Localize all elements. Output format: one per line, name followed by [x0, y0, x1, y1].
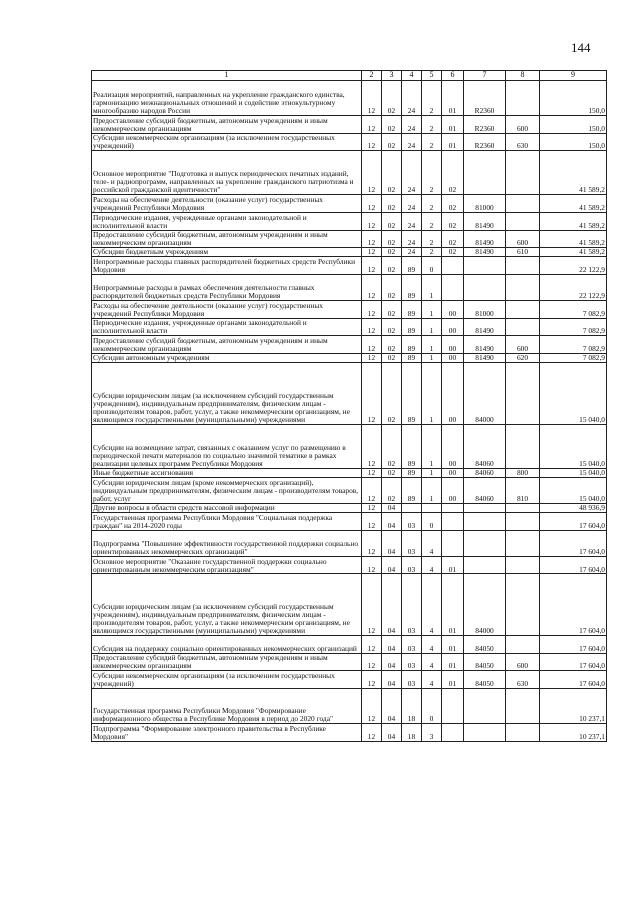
header-cell: 1: [92, 71, 362, 81]
expense-type-cell: [506, 724, 540, 742]
expense-type-cell: [506, 556, 540, 574]
direction-code-cell: 84050: [464, 636, 506, 654]
subprogram-code-cell: 2: [422, 230, 442, 248]
table-row: [92, 151, 607, 195]
expense-type-cell: 600: [506, 653, 540, 671]
subprogram-code-cell: 1: [422, 424, 442, 468]
subsection-code-cell: 02: [382, 116, 402, 134]
section-code-cell: 12: [362, 424, 382, 468]
activity-code-cell: 01: [442, 116, 464, 134]
table-row: [92, 274, 607, 300]
subprogram-code-cell: 2: [422, 116, 442, 134]
header-cell: 3: [382, 71, 402, 81]
amount-cell: 150,0: [540, 81, 607, 116]
table-row: [92, 688, 607, 723]
table-row: [92, 257, 607, 275]
activity-code-cell: [442, 503, 464, 512]
activity-code-cell: 00: [442, 468, 464, 477]
table-row: [92, 724, 607, 742]
direction-code-cell: 81490: [464, 212, 506, 230]
subprogram-code-cell: [422, 503, 442, 512]
amount-cell: 41 589,2: [540, 151, 607, 195]
subprogram-code-cell: 1: [422, 468, 442, 477]
section-code-cell: 12: [362, 362, 382, 424]
program-code-cell: 89: [402, 353, 422, 362]
section-code-cell: 12: [362, 671, 382, 689]
section-code-cell: 12: [362, 653, 382, 671]
activity-code-cell: 00: [442, 353, 464, 362]
expense-type-cell: [506, 512, 540, 530]
table-body: [92, 81, 607, 742]
activity-code-cell: 00: [442, 301, 464, 319]
activity-code-cell: 01: [442, 653, 464, 671]
direction-code-cell: 84050: [464, 653, 506, 671]
subprogram-code-cell: 0: [422, 257, 442, 275]
subsection-code-cell: 04: [382, 574, 402, 636]
subprogram-code-cell: 2: [422, 195, 442, 213]
expense-name-cell: Субсидии некоммерческим организациям (за исключением государственных учреждений): [92, 671, 362, 689]
amount-cell: 7 082,9: [540, 336, 607, 354]
direction-code-cell: [464, 274, 506, 300]
activity-code-cell: 01: [442, 81, 464, 116]
expense-name-cell: Предоставление субсидий бюджетным, автономным учреждениям и иным некоммерческим организациям: [92, 336, 362, 354]
subprogram-code-cell: 2: [422, 81, 442, 116]
expense-type-cell: [506, 257, 540, 275]
expense-type-cell: 600: [506, 336, 540, 354]
expense-type-cell: [506, 212, 540, 230]
subsection-code-cell: 02: [382, 81, 402, 116]
program-code-cell: 24: [402, 116, 422, 134]
direction-code-cell: 81490: [464, 336, 506, 354]
program-code-cell: 03: [402, 530, 422, 556]
program-code-cell: 89: [402, 318, 422, 336]
direction-code-cell: [464, 503, 506, 512]
expense-type-cell: [506, 151, 540, 195]
direction-code-cell: R2360: [464, 116, 506, 134]
expense-name-cell: Расходы на обеспечение деятельности (оказание услуг) государственных учреждений Республики Мордовия: [92, 195, 362, 213]
section-code-cell: 12: [362, 318, 382, 336]
activity-code-cell: 00: [442, 477, 464, 503]
table-row: [92, 671, 607, 689]
amount-cell: 17 604,0: [540, 556, 607, 574]
amount-cell: 41 589,2: [540, 212, 607, 230]
direction-code-cell: 81490: [464, 318, 506, 336]
amount-cell: 41 589,2: [540, 230, 607, 248]
program-code-cell: 03: [402, 574, 422, 636]
section-code-cell: 12: [362, 353, 382, 362]
expense-type-cell: [506, 195, 540, 213]
subsection-code-cell: 04: [382, 724, 402, 742]
program-code-cell: 03: [402, 653, 422, 671]
activity-code-cell: 00: [442, 336, 464, 354]
amount-cell: 15 040,0: [540, 477, 607, 503]
amount-cell: 22 122,9: [540, 257, 607, 275]
header-cell: 2: [362, 71, 382, 81]
section-code-cell: 12: [362, 530, 382, 556]
section-code-cell: 12: [362, 230, 382, 248]
program-code-cell: 24: [402, 195, 422, 213]
program-code-cell: 24: [402, 212, 422, 230]
subprogram-code-cell: 0: [422, 512, 442, 530]
expense-type-cell: 620: [506, 353, 540, 362]
page-number: 144: [571, 40, 591, 55]
direction-code-cell: 84060: [464, 477, 506, 503]
expense-name-cell: Расходы на обеспечение деятельности (оказание услуг) государственных учреждений Республики Мордовия: [92, 301, 362, 319]
expense-type-cell: [506, 424, 540, 468]
subsection-code-cell: 02: [382, 318, 402, 336]
direction-code-cell: 84000: [464, 574, 506, 636]
subsection-code-cell: 04: [382, 688, 402, 723]
subsection-code-cell: 02: [382, 230, 402, 248]
section-code-cell: 12: [362, 556, 382, 574]
activity-code-cell: 00: [442, 362, 464, 424]
section-code-cell: 12: [362, 81, 382, 116]
subsection-code-cell: 02: [382, 274, 402, 300]
section-code-cell: 12: [362, 512, 382, 530]
direction-code-cell: [464, 530, 506, 556]
amount-cell: 17 604,0: [540, 671, 607, 689]
subsection-code-cell: 02: [382, 477, 402, 503]
subprogram-code-cell: 4: [422, 574, 442, 636]
subprogram-code-cell: 2: [422, 133, 442, 151]
program-code-cell: 89: [402, 336, 422, 354]
subsection-code-cell: 04: [382, 636, 402, 654]
direction-code-cell: R2360: [464, 133, 506, 151]
expense-type-cell: 810: [506, 477, 540, 503]
amount-cell: 7 082,9: [540, 301, 607, 319]
program-code-cell: 03: [402, 556, 422, 574]
direction-code-cell: 81490: [464, 248, 506, 257]
activity-code-cell: 01: [442, 133, 464, 151]
activity-code-cell: 02: [442, 151, 464, 195]
amount-cell: 10 237,1: [540, 724, 607, 742]
program-code-cell: 89: [402, 257, 422, 275]
header-cell: 9: [540, 71, 607, 81]
expense-type-cell: 800: [506, 468, 540, 477]
direction-code-cell: 81490: [464, 353, 506, 362]
activity-code-cell: 01: [442, 574, 464, 636]
table-row: [92, 530, 607, 556]
expense-name-cell: Иные бюджетные ассигнования: [92, 468, 362, 477]
expense-type-cell: 630: [506, 671, 540, 689]
expense-name-cell: Непрограммные расходы главных распорядителей бюджетных средств Республики Мордовия: [92, 257, 362, 275]
program-code-cell: 89: [402, 477, 422, 503]
section-code-cell: 12: [362, 151, 382, 195]
activity-code-cell: 01: [442, 671, 464, 689]
table-row: [92, 468, 607, 477]
activity-code-cell: [442, 530, 464, 556]
program-code-cell: [402, 503, 422, 512]
activity-code-cell: [442, 688, 464, 723]
section-code-cell: 12: [362, 468, 382, 477]
section-code-cell: 12: [362, 257, 382, 275]
amount-cell: 7 082,9: [540, 318, 607, 336]
expense-name-cell: Субсидии юридическим лицам (за исключением субсидий государственным учреждениям), индивидуальным предпринимателям, физическим лицам - производителям товаров, работ, услуг, а также некоммерческим организациям, не являющимся государственными (муниципальными) учреждениями: [92, 362, 362, 424]
header-row: [92, 71, 607, 81]
expense-name-cell: Государственная программа Республики Мордовия "Социальная поддержка граждан" на 2014-2020 годы: [92, 512, 362, 530]
section-code-cell: 12: [362, 336, 382, 354]
subsection-code-cell: 02: [382, 424, 402, 468]
program-code-cell: 89: [402, 362, 422, 424]
expense-type-cell: [506, 318, 540, 336]
amount-cell: 15 040,0: [540, 362, 607, 424]
table-row: [92, 81, 607, 116]
direction-code-cell: 84060: [464, 468, 506, 477]
section-code-cell: 12: [362, 116, 382, 134]
expense-name-cell: Субсидии юридическим лицам (кроме некоммерческих организаций), индивидуальным предпринимателям, физическим лицам - производителям товаров, работ, услуг: [92, 477, 362, 503]
subsection-code-cell: 02: [382, 133, 402, 151]
direction-code-cell: R2360: [464, 81, 506, 116]
subsection-code-cell: 04: [382, 530, 402, 556]
section-code-cell: 12: [362, 212, 382, 230]
expense-name-cell: Предоставление субсидий бюджетным, автономным учреждениям и иным некоммерческим организациям: [92, 116, 362, 134]
subsection-code-cell: 02: [382, 353, 402, 362]
subprogram-code-cell: 1: [422, 301, 442, 319]
header-cell: 7: [464, 71, 506, 81]
amount-cell: 41 589,2: [540, 195, 607, 213]
program-code-cell: 18: [402, 724, 422, 742]
section-code-cell: 12: [362, 301, 382, 319]
section-code-cell: 12: [362, 636, 382, 654]
amount-cell: 17 604,0: [540, 512, 607, 530]
section-code-cell: 12: [362, 724, 382, 742]
table-row: [92, 195, 607, 213]
expense-name-cell: Подпрограмма "Повышение эффективности государственной поддержки социально ориентированных некоммерческих организаций": [92, 530, 362, 556]
subsection-code-cell: 04: [382, 653, 402, 671]
expense-name-cell: Реализация мероприятий, направленных на укрепление гражданского единства, гармонизацию межнациональных отношений и содействие этнокультурному многообразию народов России: [92, 81, 362, 116]
table-row: [92, 336, 607, 354]
expense-name-cell: Основное мероприятие "Оказание государственной поддержки социально ориентированным некоммерческим организациям": [92, 556, 362, 574]
expense-name-cell: Непрограммные расходы в рамках обеспечения деятельности главных распорядителей бюджетных средств Республики Мордовия: [92, 274, 362, 300]
subprogram-code-cell: 1: [422, 362, 442, 424]
activity-code-cell: 02: [442, 248, 464, 257]
section-code-cell: 12: [362, 574, 382, 636]
expense-type-cell: [506, 503, 540, 512]
expense-name-cell: Субсидии некоммерческим организациям (за исключением государственных учреждений): [92, 133, 362, 151]
activity-code-cell: [442, 512, 464, 530]
subsection-code-cell: 02: [382, 362, 402, 424]
subprogram-code-cell: 4: [422, 530, 442, 556]
subprogram-code-cell: 4: [422, 556, 442, 574]
subsection-code-cell: 02: [382, 195, 402, 213]
section-code-cell: 12: [362, 195, 382, 213]
expense-type-cell: 610: [506, 248, 540, 257]
section-code-cell: 12: [362, 503, 382, 512]
table-row: [92, 353, 607, 362]
subprogram-code-cell: 2: [422, 212, 442, 230]
amount-cell: 17 604,0: [540, 574, 607, 636]
direction-code-cell: 84060: [464, 424, 506, 468]
subsection-code-cell: 02: [382, 257, 402, 275]
expense-type-cell: [506, 274, 540, 300]
direction-code-cell: [464, 257, 506, 275]
activity-code-cell: 00: [442, 318, 464, 336]
section-code-cell: 12: [362, 477, 382, 503]
table-row: [92, 318, 607, 336]
table-row: [92, 248, 607, 257]
header-cell: 8: [506, 71, 540, 81]
table-row: [92, 556, 607, 574]
subprogram-code-cell: 1: [422, 274, 442, 300]
expense-name-cell: Субсидии юридическим лицам (за исключением субсидий государственным учреждениям), индивидуальным предпринимателям, физическим лицам - производителям товаров, работ, услуг, а также некоммерческим организациям, не являющимся государственными (муниципальными) учреждениями: [92, 574, 362, 636]
subsection-code-cell: 02: [382, 336, 402, 354]
activity-code-cell: 02: [442, 195, 464, 213]
expense-type-cell: [506, 362, 540, 424]
amount-cell: 17 604,0: [540, 530, 607, 556]
table-row: [92, 503, 607, 512]
amount-cell: 41 589,2: [540, 248, 607, 257]
header-cell: 6: [442, 71, 464, 81]
table-row: [92, 424, 607, 468]
expense-type-cell: 600: [506, 230, 540, 248]
section-code-cell: 12: [362, 688, 382, 723]
subsection-code-cell: 02: [382, 212, 402, 230]
amount-cell: 15 040,0: [540, 424, 607, 468]
amount-cell: 17 604,0: [540, 636, 607, 654]
table-row: [92, 362, 607, 424]
amount-cell: 10 237,1: [540, 688, 607, 723]
activity-code-cell: [442, 257, 464, 275]
subsection-code-cell: 04: [382, 503, 402, 512]
table-row: [92, 301, 607, 319]
program-code-cell: 24: [402, 248, 422, 257]
program-code-cell: 18: [402, 688, 422, 723]
table-row: [92, 212, 607, 230]
expense-name-cell: Субсидии автономным учреждениям: [92, 353, 362, 362]
program-code-cell: 24: [402, 133, 422, 151]
subprogram-code-cell: 1: [422, 477, 442, 503]
subprogram-code-cell: 1: [422, 353, 442, 362]
amount-cell: 22 122,9: [540, 274, 607, 300]
program-code-cell: 24: [402, 151, 422, 195]
expense-name-cell: Субсидии бюджетным учреждениям: [92, 248, 362, 257]
amount-cell: 150,0: [540, 133, 607, 151]
expense-type-cell: [506, 81, 540, 116]
table-row: [92, 636, 607, 654]
expense-type-cell: 630: [506, 133, 540, 151]
amount-cell: 48 936,9: [540, 503, 607, 512]
subprogram-code-cell: 2: [422, 248, 442, 257]
section-code-cell: 12: [362, 274, 382, 300]
table-row: [92, 230, 607, 248]
section-code-cell: 12: [362, 248, 382, 257]
program-code-cell: 89: [402, 468, 422, 477]
program-code-cell: 03: [402, 636, 422, 654]
expense-name-cell: Субсидии на возмещение затрат, связанных с оказанием услуг по размещению в периодической печати материалов по социально значимой тематике в рамках реализации целевых программ Республики Мордовия: [92, 424, 362, 468]
program-code-cell: 24: [402, 81, 422, 116]
expense-type-cell: [506, 301, 540, 319]
subprogram-code-cell: 2: [422, 151, 442, 195]
expense-type-cell: [506, 688, 540, 723]
subprogram-code-cell: 4: [422, 653, 442, 671]
expense-name-cell: Основное мероприятие "Подготовка и выпуск периодических печатных изданий, теле- и радиопрограмм, направленных на укрепление гражданского патриотизма и российской гражданской идентичности": [92, 151, 362, 195]
direction-code-cell: 81000: [464, 195, 506, 213]
direction-code-cell: 81000: [464, 301, 506, 319]
activity-code-cell: 02: [442, 212, 464, 230]
subprogram-code-cell: 4: [422, 636, 442, 654]
direction-code-cell: [464, 151, 506, 195]
table-row: [92, 133, 607, 151]
subsection-code-cell: 04: [382, 671, 402, 689]
subsection-code-cell: 02: [382, 301, 402, 319]
expense-type-cell: [506, 530, 540, 556]
section-code-cell: 12: [362, 133, 382, 151]
expense-name-cell: Государственная программа Республики Мордовия "Формирование информационного общества в Республике Мордовия в период до 2020 года": [92, 688, 362, 723]
program-code-cell: 03: [402, 671, 422, 689]
activity-code-cell: 00: [442, 424, 464, 468]
budget-table: [91, 70, 607, 742]
activity-code-cell: 02: [442, 230, 464, 248]
amount-cell: 17 604,0: [540, 653, 607, 671]
expense-name-cell: Периодические издания, учрежденные органами законодательной и исполнительной власти: [92, 318, 362, 336]
direction-code-cell: [464, 688, 506, 723]
direction-code-cell: 84000: [464, 362, 506, 424]
amount-cell: 7 082,9: [540, 353, 607, 362]
subprogram-code-cell: 0: [422, 688, 442, 723]
expense-name-cell: Периодические издания, учрежденные органами законодательной и исполнительной власти: [92, 212, 362, 230]
amount-cell: 15 040,0: [540, 468, 607, 477]
table-header: [92, 71, 607, 81]
activity-code-cell: 01: [442, 636, 464, 654]
amount-cell: 150,0: [540, 116, 607, 134]
expense-name-cell: Другие вопросы в области средств массовой информации: [92, 503, 362, 512]
subprogram-code-cell: 1: [422, 336, 442, 354]
subprogram-code-cell: 4: [422, 671, 442, 689]
subsection-code-cell: 04: [382, 512, 402, 530]
header-cell: 5: [422, 71, 442, 81]
subprogram-code-cell: 3: [422, 724, 442, 742]
table-row: [92, 653, 607, 671]
subsection-code-cell: 02: [382, 468, 402, 477]
subprogram-code-cell: 1: [422, 318, 442, 336]
table-row: [92, 477, 607, 503]
direction-code-cell: 84050: [464, 671, 506, 689]
subsection-code-cell: 04: [382, 556, 402, 574]
program-code-cell: 03: [402, 512, 422, 530]
table-row: [92, 512, 607, 530]
expense-type-cell: [506, 636, 540, 654]
direction-code-cell: [464, 556, 506, 574]
expense-type-cell: [506, 574, 540, 636]
expense-name-cell: Предоставление субсидий бюджетным, автономным учреждениям и иным некоммерческим организациям: [92, 653, 362, 671]
expense-name-cell: Подпрограмма "Формирование электронного правительства в Республике Мордовия": [92, 724, 362, 742]
expense-name-cell: Субсидия на поддержку социально ориентированных некоммерческих организаций: [92, 636, 362, 654]
program-code-cell: 89: [402, 274, 422, 300]
activity-code-cell: [442, 274, 464, 300]
table-row: [92, 116, 607, 134]
program-code-cell: 89: [402, 301, 422, 319]
header-cell: 4: [402, 71, 422, 81]
program-code-cell: 24: [402, 230, 422, 248]
direction-code-cell: 81490: [464, 230, 506, 248]
subsection-code-cell: 02: [382, 151, 402, 195]
table-row: [92, 574, 607, 636]
direction-code-cell: [464, 724, 506, 742]
program-code-cell: 89: [402, 424, 422, 468]
activity-code-cell: 01: [442, 556, 464, 574]
activity-code-cell: [442, 724, 464, 742]
direction-code-cell: [464, 512, 506, 530]
expense-name-cell: Предоставление субсидий бюджетным, автономным учреждениям и иным некоммерческим организациям: [92, 230, 362, 248]
subsection-code-cell: 02: [382, 248, 402, 257]
expense-type-cell: 600: [506, 116, 540, 134]
